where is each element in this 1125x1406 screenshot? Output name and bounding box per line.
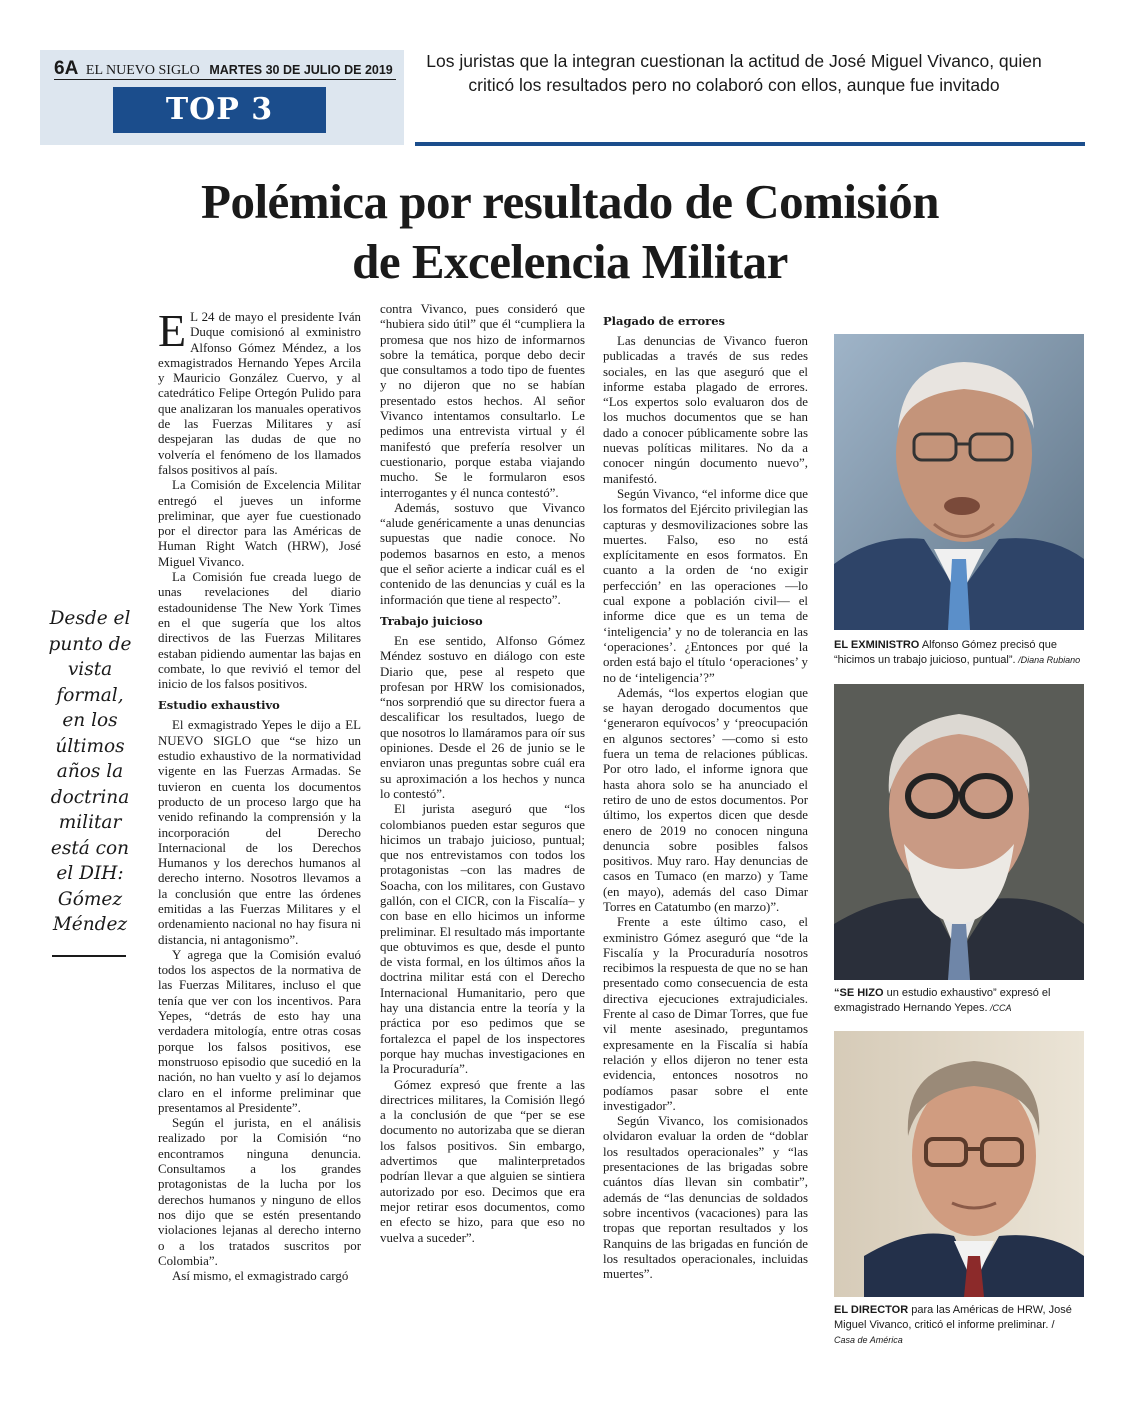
folio-divider (54, 79, 396, 80)
caption-lead: EL DIRECTOR (834, 1304, 909, 1316)
article-column-3 (603, 314, 808, 1282)
lead-paragraph: E L 24 de mayo el presidente Iván Duque comisionó al exministro Alfonso Gómez Méndez, a los exmagistrados Hernando Yepes Arcila y Mauricio González Cuervo, y al catedrático Felipe Ortegón Pulido para que analizaran los manuales operativos de las Fuerzas Militares y así despejaran las dudas de que no volvería el fenómeno de los llamados falsos positivos al país. (158, 305, 361, 477)
page-folio (54, 58, 393, 80)
photo-caption-3 (834, 1303, 1090, 1348)
subheading: Trabajo juicioso (380, 613, 483, 628)
paragraph: En ese sentido, Alfonso Gómez Méndez sostuvo en diálogo con este Diario que, pese al respeto que profesan por HRW los comisionados, “nos sorprendió que su director fuera a descalificar los resultados, luego de que nosotros lo llamáramos para oír sus opiniones. Desde el 26 de junio se le enviaron unas preguntas sobre cuál era su aproximación a los hechos y nunca lo contestó”. (380, 633, 585, 801)
article-column-2 (380, 302, 585, 1246)
subheading: Estudio exhaustivo (158, 698, 280, 713)
pull-quote: Desde el punto de vista formal, en los últimos años la doctrina militar está con el DIH: Gómez Méndez (48, 608, 132, 935)
photo-alfonso-gomez (834, 334, 1084, 630)
caption-text: Alfonso Gómez precisó que “hicimos un trabajo juicioso, puntual”. (834, 639, 1057, 666)
paragraph: Gómez expresó que frente a las directrices militares, la Comisión llegó a la conclusión de que “per se ese documento no autorizaba que se dieran los falsos positivos. Sin embargo, advertimos que malinterpretados podrían llevar a que alguien se sintiera autorizado por eso. Decimos que era mejor retirar esos documentos, como en efecto se hizo, para que eso no vuelva a suceder”. (380, 1077, 585, 1245)
photo-caption-1 (834, 638, 1090, 668)
newspaper-name: EL NUEVO SIGLO (85, 63, 200, 78)
article-kicker: Los juristas que la integran cuestionan la actitud de José Miguel Vivanco, quien criticó los resultados pero no colaboró con ellos, aunque fue invitado (426, 51, 1042, 95)
paragraph: El exmagistrado Yepes le dijo a EL NUEVO SIGLO que “se hizo un estudio exhaustivo de la normatividad vigente en las Fuerzas Armadas. Se tuvieron en cuenta los documentos producto de un proceso largo que ha venido refinando la comprensión y la incorporación del Derecho Internacional de los Derechos Humanos y los derechos humanos al derecho interno. Nosotros llevamos a la conclusión que entre las órdenes emitidas a las Fuerzas Militares y el ordenamiento nacional no hay fisura ni distancia, ni antagonismo”. (158, 718, 361, 947)
photo-credit: Casa de América (834, 1335, 903, 1345)
paragraph: Según Vivanco, “el informe dice que los formatos del Ejército privilegian las capturas y desmovilizaciones sobre las muertes. Falso, eso no está explícitamente en esos formatos. En cuanto a la orden de ‘no exigir perfección’ en las operaciones —lo cual expone a población civil— el informe dice que es un tema de ‘inteligencia’ y no de tolerancia en las ‘operaciones’. ¿Entonces por qué la orden está bajo el título ‘operaciones’ y no de ‘inteligencia’?” (603, 486, 808, 685)
paragraph: La Comisión de Excelencia Militar entregó el jueves un informe preliminar, que ayer fue cuestionado por el director para las Américas de Human Right Watch (HRW), José Miguel Vivanco. (158, 478, 361, 569)
page-number: 6A (54, 58, 79, 79)
paragraph: Además, sostuvo que Vivanco “alude genéricamente a unas denuncias supuestas que nadie conoce. No podemos basarnos en esto, a menos que el señor acierte a indicar cuál es el contenido de las denuncias y cuál es la información que tiene al respecto”. (380, 500, 585, 607)
kicker-divider (415, 142, 1085, 146)
pull-quote-divider (52, 955, 126, 957)
photo-credit: /CCA (987, 1003, 1012, 1013)
headline-line-2: de Excelencia Militar (352, 234, 788, 289)
caption-text: para las Américas de HRW, José Miguel Vivanco, criticó el informe preliminar. / (834, 1304, 1072, 1331)
paragraph: Y agrega que la Comisión evaluó todos los aspectos de la normativa de las Fuerzas Militares, incluso el que tenía que ver con los incentivos. Para Yepes, “detrás de esto hay una verdadera mitología, entre otras cosas porque los falsos positivos, ese monstruoso episodio que sucedió en la nación, no han vuelto y así lo dejamos claro en el informe preliminar que presentamos al Presidente”. (158, 947, 361, 1115)
caption-lead: EL EXMINISTRO (834, 639, 920, 651)
caption-text: un estudio exhaustivo” expresó el exmagistrado Hernando Yepes. (834, 987, 1051, 1014)
photo-hernando-yepes (834, 684, 1084, 980)
article-headline (110, 172, 1030, 292)
paragraph: Según el jurista, en el análisis realizado por la Comisión “no encontramos ninguna denuncia. Consultamos a los grandes protagonistas de la lucha por los derechos humanos y ninguno de ellos nos dijo que se estén presentando violaciones lejanas al derecho interno o a los tratados suscritos por Colombia”. (158, 1116, 361, 1268)
issue-date: MARTES 30 DE JULIO DE 2019 (209, 63, 393, 77)
paragraph: Además, “los expertos elogian que se hayan derogado documentos que ‘generaron equívocos’ y ‘preocupación en algunos sectores’ —como si esto fuera un tema de relaciones públicas. Por otro lado, el informe ignora que hasta ahora solo se ha anunciado el retiro de uno de estos documentos. Por último, los expertos dicen que desde enero de 2019 no conocen ninguna denuncia sobre posibles falsos positivos. Muy raro. Hay denuncias de casos en Tumaco (en marzo) y Tame (en mayo), además del caso Dimar Torres en Catatumbo (en marzo)”. (603, 685, 808, 914)
photo-caption-2 (834, 986, 1090, 1016)
paragraph: Según Vivanco, los comisionados olvidaron evaluar la orden de “doblar los resultados operacionales” y “las presentaciones de las brigadas sobre cuántos días llevan sin combatir”, además de “las denuncias de soldados sobre incentivos (vacaciones) para las tropas que reportan resultados y los Ranquins de las brigadas en función de los resultados operacionales, incluidas muertes”. (603, 1114, 808, 1282)
paragraph: La Comisión fue creada luego de unas revelaciones del diario estadounidense The New York Times en el que sugería que los altos directivos de las Fuerzas Militares estaban pidiendo aumentar las bajas en combate, lo que revivió el temor del inicio de los falsos positivos. (158, 570, 361, 692)
paragraph: Frente a este último caso, el exministro Gómez aseguró que “de la Fiscalía y la Procuraduría nosotros recibimos la respuesta de que no se han presentado como consecuencia de esta directiva ejecuciones extrajudiciales. Frente al caso de Dimar Torres, que fue vil mente asesinado, preguntamos expresamente en la Fiscalía si había relación y ellos dijeron no tener esta evidencia, entonces nosotros no podíamos pasar sobre el ente investigador”. (603, 915, 808, 1113)
photo-jose-miguel-vivanco (834, 1031, 1084, 1297)
section-label: TOP 3 (113, 87, 326, 133)
paragraph: contra Vivanco, pues consideró que “hubiera sido útil” que él “cumpliera la promesa que nos hizo de informarnos sobre la temática, porque debo decir que consultamos a todo tipo de fuentes y no dijeron que no se habían presentado estos hechos. Al señor Vivanco intentamos consultarlo. Le pedimos una entrevista virtual y él manifestó que prefería resolver un cuestionario, porque estaba viajando mucho. Se le formularon esos interrogantes y él nunca contestó”. (380, 302, 585, 500)
photo-credit: /Diana Rubiano (1015, 655, 1081, 665)
paragraph: Así mismo, el exmagistrado cargó (172, 1269, 349, 1284)
paragraph: El jurista aseguró que “los colombianos pueden estar seguros que hicimos un trabajo juicioso, puntual; que nos entrevistamos con todos los protagonistas –con las madres de Soacha, con los militares, con Gustavo gallón, con el CICR, con la Fiscalía– y con base en ello hicimos un informe preliminar. El resultado más importante que obtuvimos es que, desde el punto de vista formal, en los últimos años la doctrina militar está con el Derecho Internacional Humanitario, pero que hay una distancia entre la teoría y la práctica por eso pedimos que se fortalezca el papel de los inspectores porque hay muchas investigaciones en la Procuraduría”. (380, 802, 585, 1077)
article-column-1 (158, 305, 361, 1284)
headline-line-1: Polémica por resultado de Comisión (201, 174, 939, 229)
drop-cap: E (158, 305, 187, 356)
paragraph: Las denuncias de Vivanco fueron publicadas a través de sus redes sociales, en las que aseguró que el informe estaba plagado de errores. “Los expertos solo evaluaron dos de los muchos documentos que se han dado a conocer públicamente sobre las nuevas políticas militares. No da a conocer ningún documento nuevo”, manifestó. (603, 334, 808, 486)
subheading: Plagado de errores (603, 314, 725, 328)
caption-lead: “SE HIZO (834, 987, 884, 999)
